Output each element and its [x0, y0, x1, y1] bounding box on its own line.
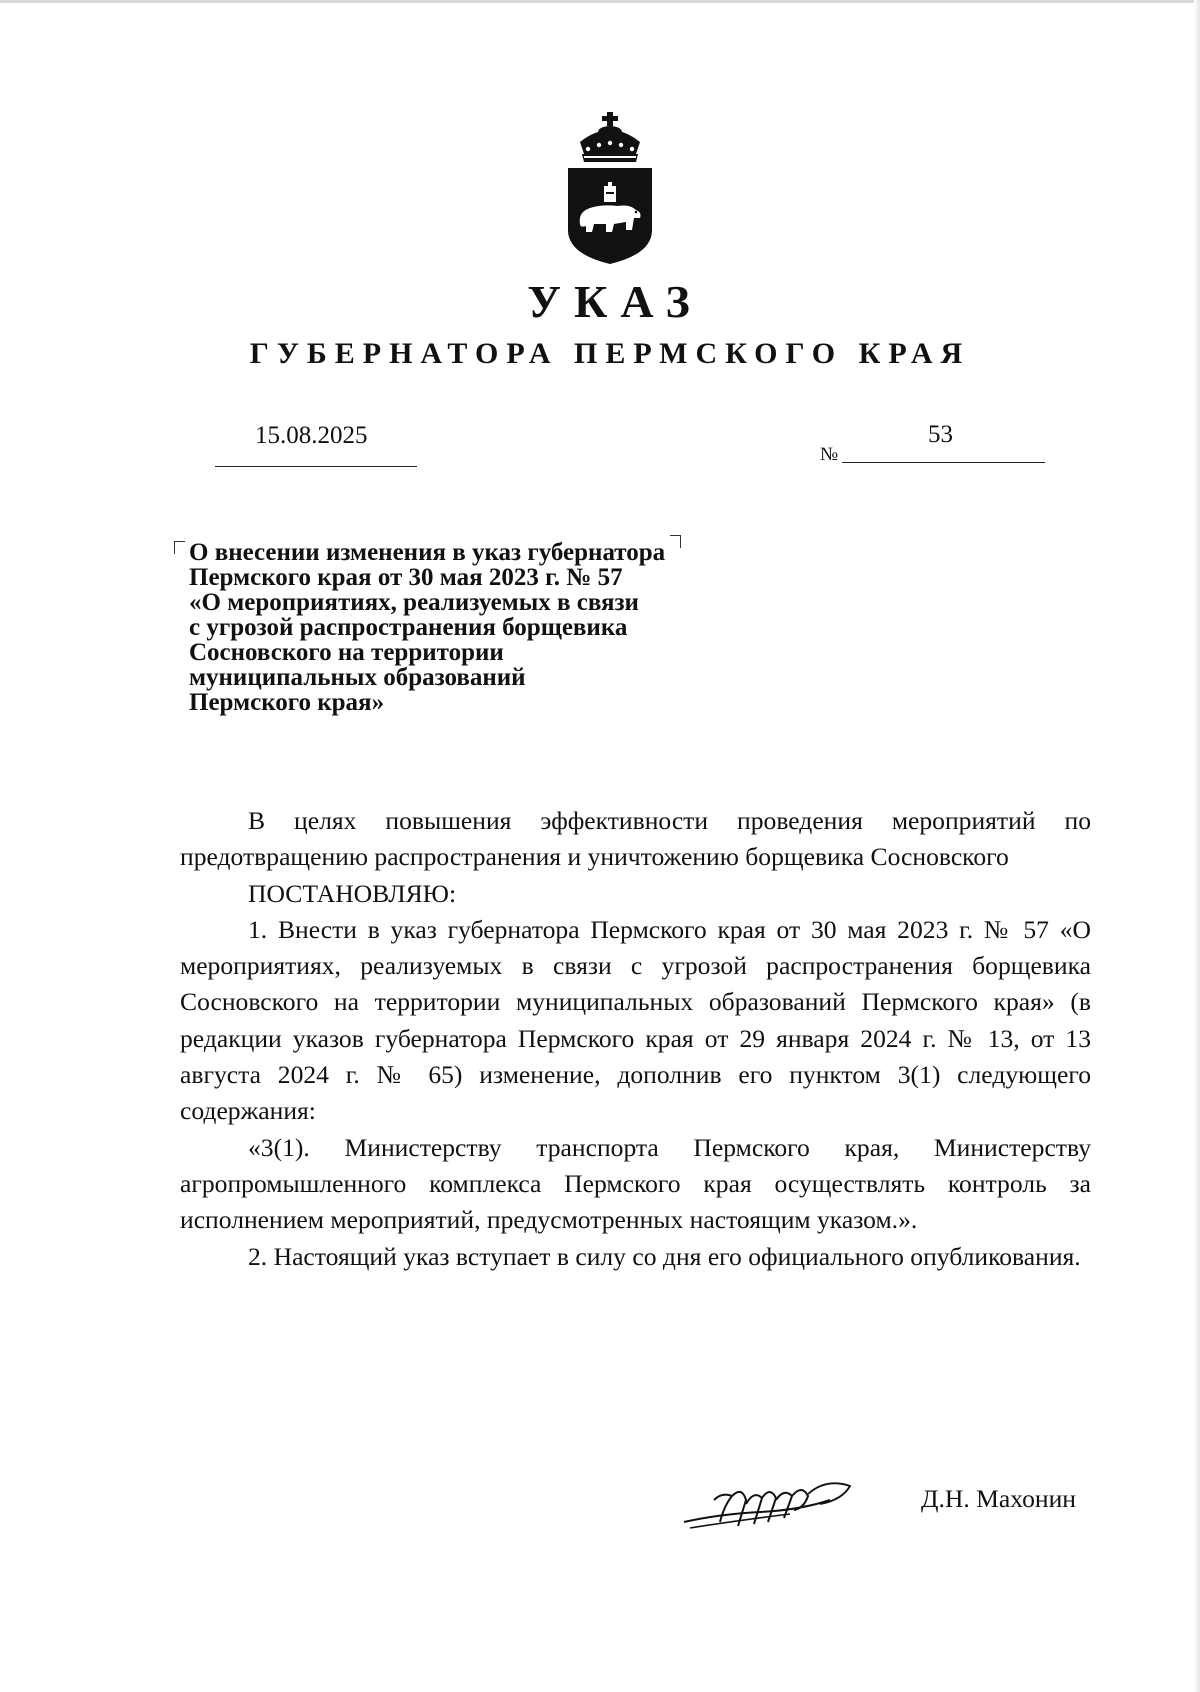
heading-line: Пермского края» — [189, 689, 385, 716]
signer-name: Д.Н. Махонин — [921, 1484, 1076, 1513]
decree-word: ПОСТАНОВЛЯЮ: — [248, 878, 457, 908]
number-field — [820, 418, 1045, 466]
document-subtitle: ГУБЕРНАТОРА ПЕРМСКОГО КРАЯ — [249, 337, 971, 370]
heading-line: Пермского края от 30 мая 2023 г. № 57 — [189, 564, 623, 591]
document-body — [180, 803, 1091, 1275]
heading-corner-left — [174, 541, 185, 554]
heading-line: О внесении изменения в указ губернатора — [189, 539, 666, 566]
date-field — [215, 418, 417, 467]
heading-line: с угрозой распространения борщевика — [189, 614, 628, 641]
number-sign: № — [820, 444, 839, 465]
heading-line: «О мероприятиях, реализуемых в связи — [189, 589, 639, 616]
scan-edge-right — [1194, 0, 1200, 1692]
document-title: УКАЗ — [527, 276, 703, 327]
item-1-paragraph: 1. Внести в указ губернатора Пермского края от 30 мая 2023 г. № 57 «О мероприятиях, реализуемых в связи с угрозой распространения борщевика Сосновского на территории муниципальных образований Пермского края» (в редакции указов губернатора Пермского края от 29 января 2024 г. № 13, от 13 августа 2024 г. № 65) изменение, дополнив его пунктом 3(1) следующего содержания: — [180, 914, 1091, 1126]
document-date: 15.08.2025 — [255, 422, 368, 449]
handwritten-signature — [680, 1470, 856, 1540]
scan-edge-top — [0, 0, 1200, 3]
document-number: 53 — [928, 421, 953, 448]
coat-of-arms-emblem — [566, 112, 654, 264]
heading-line: Сосновского на территории — [189, 639, 504, 666]
number-underline — [842, 462, 1045, 463]
heading-line: муниципальных образований — [189, 664, 526, 691]
item-1-quote-paragraph: «3(1). Министерству транспорта Пермского края, Министерству агропромышленного комплекса Пермского края осуществлять контроль за исполнением мероприятий, предусмотренных настоящим указом.». — [180, 1132, 1091, 1235]
document-heading — [189, 540, 749, 715]
intro-paragraph: В целях повышения эффективности проведения мероприятий по предотвращению распространения и уничтожению борщевика Сосновского — [180, 806, 1091, 872]
item-2-paragraph: 2. Настоящий указ вступает в силу со дня его официального опубликования. — [248, 1241, 1081, 1271]
